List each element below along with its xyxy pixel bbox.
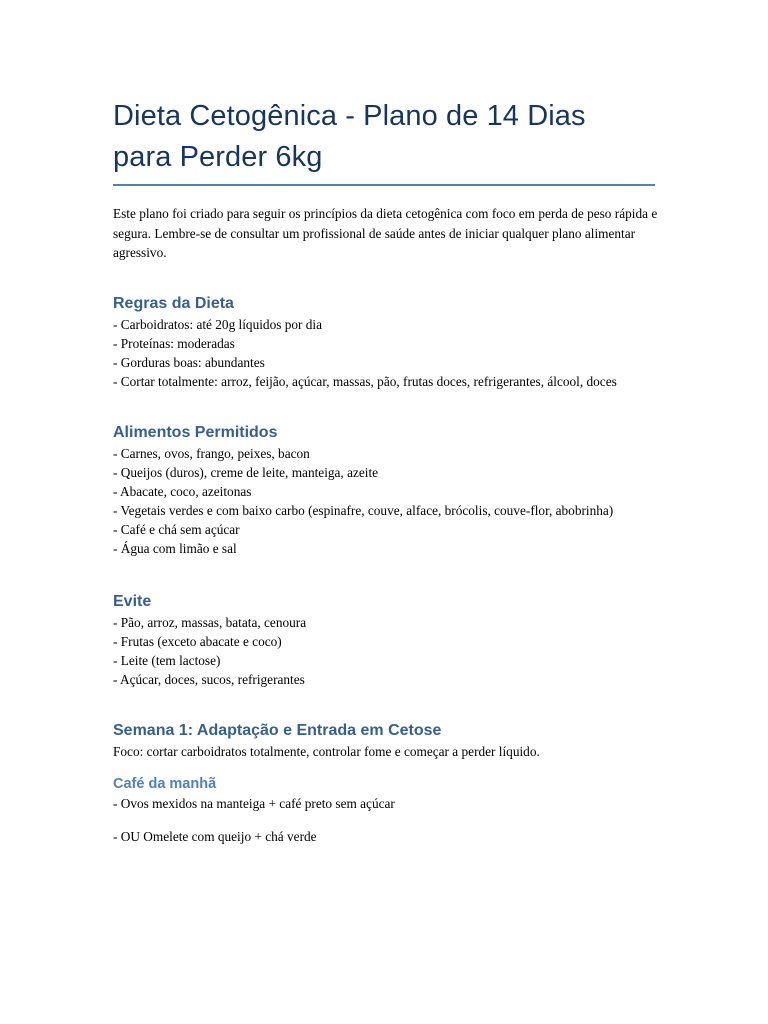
list-item: - Pão, arroz, massas, batata, cenoura xyxy=(113,614,307,630)
title-line-2: para Perder 6kg xyxy=(113,141,323,173)
list-item: - Gorduras boas: abundantes xyxy=(113,354,265,370)
list-item: - Cortar totalmente: arroz, feijão, açúcar, massas, pão, frutas doces, refrigerantes, álcool, doces xyxy=(113,373,617,389)
cafe-item: - OU Omelete com queijo + chá verde xyxy=(113,828,317,844)
list-item: - Carnes, ovos, frango, peixes, bacon xyxy=(113,445,310,461)
cafe-item: - Ovos mexidos na manteiga + café preto sem açúcar xyxy=(113,796,395,811)
document-content xyxy=(113,96,658,846)
title-underline xyxy=(113,184,655,186)
list-item: - Proteínas: moderadas xyxy=(113,335,235,351)
evite-list xyxy=(113,613,658,689)
list-item: - Queijos (duros), creme de leite, manteiga, azeite xyxy=(113,464,379,480)
list-item: - Café e chá sem açúcar xyxy=(113,521,240,537)
list-item: - Água com limão e sal xyxy=(113,540,237,556)
list-item: - Leite (tem lactose) xyxy=(113,652,221,668)
heading-cafe-da-manha: Café da manhã xyxy=(113,776,217,792)
list-item: - Frutas (exceto abacate e coco) xyxy=(113,633,282,649)
heading-semana-1: Semana 1: Adaptação e Entrada em Cetose xyxy=(113,721,442,739)
heading-evite: Evite xyxy=(113,592,152,610)
title-line-1: Dieta Cetogênica - Plano de 14 Dias xyxy=(113,100,586,132)
document-title xyxy=(113,96,658,178)
permitidos-list xyxy=(113,444,658,558)
list-item: - Carboidratos: até 20g líquidos por dia xyxy=(113,316,323,332)
semana1-focus: Foco: cortar carboidratos totalmente, controlar fome e começar a perder líquido. xyxy=(113,743,540,759)
regras-list xyxy=(113,315,658,391)
list-item: - Vegetais verdes e com baixo carbo (espinafre, couve, alface, brócolis, couve-flor, abobrinha) xyxy=(113,502,614,518)
intro-paragraph: Este plano foi criado para seguir os princípios da dieta cetogênica com foco em perda de peso rápida e segura. Lembre-se de consultar um profissional de saúde antes de iniciar qualquer plano alimentar agressivo. xyxy=(113,206,658,260)
list-item: - Abacate, coco, azeitonas xyxy=(113,483,252,499)
heading-regras-da-dieta: Regras da Dieta xyxy=(113,294,234,312)
heading-alimentos-permitidos: Alimentos Permitidos xyxy=(113,423,278,441)
list-item: - Açúcar, doces, sucos, refrigerantes xyxy=(113,671,305,687)
